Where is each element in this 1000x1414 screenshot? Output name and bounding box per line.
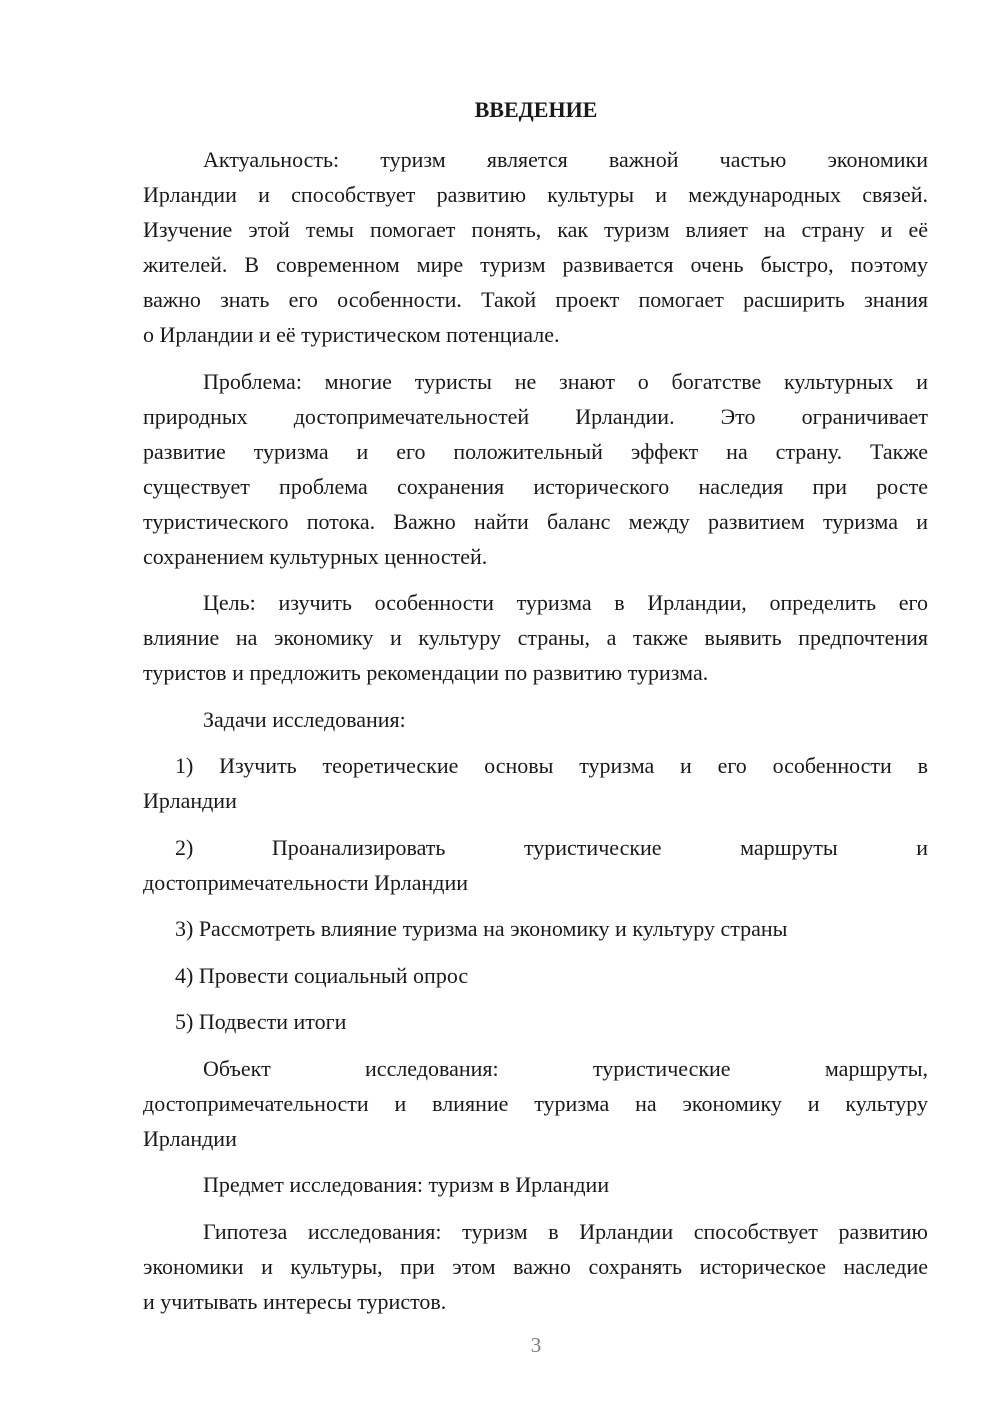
text-line: достопримечательности и влияние туризма на экономику и культуру xyxy=(143,1090,928,1116)
text-line: Объект исследования: туристические маршруты, xyxy=(203,1055,928,1081)
text-line: влияние на экономику и культуру страны, а также выявить предпочтения xyxy=(143,625,928,650)
task-list-item xyxy=(143,748,928,818)
text-line: Ирландии xyxy=(143,788,237,813)
paragraph xyxy=(143,142,928,352)
task-list-item xyxy=(143,830,928,900)
text-line: существует проблема сохранения исторического наследия при росте xyxy=(143,473,928,499)
text-line: Актуальность: туризм является важной частью экономики xyxy=(203,147,928,172)
text-line: природных достопримечательностей Ирландии. Это ограничивает xyxy=(143,403,928,429)
text-line: сохранением культурных ценностей. xyxy=(143,543,488,569)
paragraph xyxy=(143,364,928,574)
text-line: туристов и предложить рекомендации по развитию туризма. xyxy=(143,660,709,685)
text-line: развитие туризма и его положительный эффект на страну. Также xyxy=(143,438,928,464)
task-list-item xyxy=(143,1004,928,1039)
document-body xyxy=(143,142,928,1330)
paragraph xyxy=(143,1214,928,1319)
text-line: 3) Рассмотреть влияние туризма на экономику и культуру страны xyxy=(175,916,788,941)
text-line: Ирландии и способствует развитию культуры и международных связей. xyxy=(143,182,928,207)
page-number: 3 xyxy=(530,1333,542,1357)
text-line: Ирландии xyxy=(143,1125,237,1151)
text-line: важно знать его особенности. Такой проект помогает расширить знания xyxy=(143,287,928,312)
text-line: туристического потока. Важно найти баланс между развитием туризма и xyxy=(143,508,928,534)
paragraph xyxy=(143,1167,928,1202)
text-line: 4) Провести социальный опрос xyxy=(175,962,469,988)
text-line: Гипотеза исследования: туризм в Ирландии способствует развитию xyxy=(203,1218,928,1244)
text-line: Задачи исследования: xyxy=(203,706,406,732)
text-line: жителей. В современном мире туризм развивается очень быстро, поэтому xyxy=(143,252,928,277)
text-line: экономики и культуры, при этом важно сохранять историческое наследие xyxy=(143,1253,928,1279)
paragraph xyxy=(143,702,928,737)
paragraph xyxy=(143,585,928,690)
text-line: 5) Подвести итоги xyxy=(175,1009,347,1034)
text-line: 1) Изучить теоретические основы туризма и его особенности в xyxy=(175,753,928,778)
text-line: и учитывать интересы туристов. xyxy=(143,1288,447,1314)
text-line: Проблема: многие туристы не знают о богатстве культурных и xyxy=(203,368,928,394)
text-line: Предмет исследования: туризм в Ирландии xyxy=(203,1172,610,1197)
text-line: Изучение этой темы помогает понять, как туризм влияет на страну и её xyxy=(143,217,928,242)
text-line: о Ирландии и её туристическом потенциале. xyxy=(143,322,560,347)
paragraph xyxy=(143,1051,928,1156)
text-line: 2) Проанализировать туристические маршруты и xyxy=(175,834,928,860)
text-line: достопримечательности Ирландии xyxy=(143,869,468,895)
text-line: Цель: изучить особенности туризма в Ирландии, определить его xyxy=(203,590,928,615)
page-title: ВВЕДЕНИЕ xyxy=(474,97,598,122)
task-list-item xyxy=(143,911,928,946)
task-list-item xyxy=(143,958,928,993)
